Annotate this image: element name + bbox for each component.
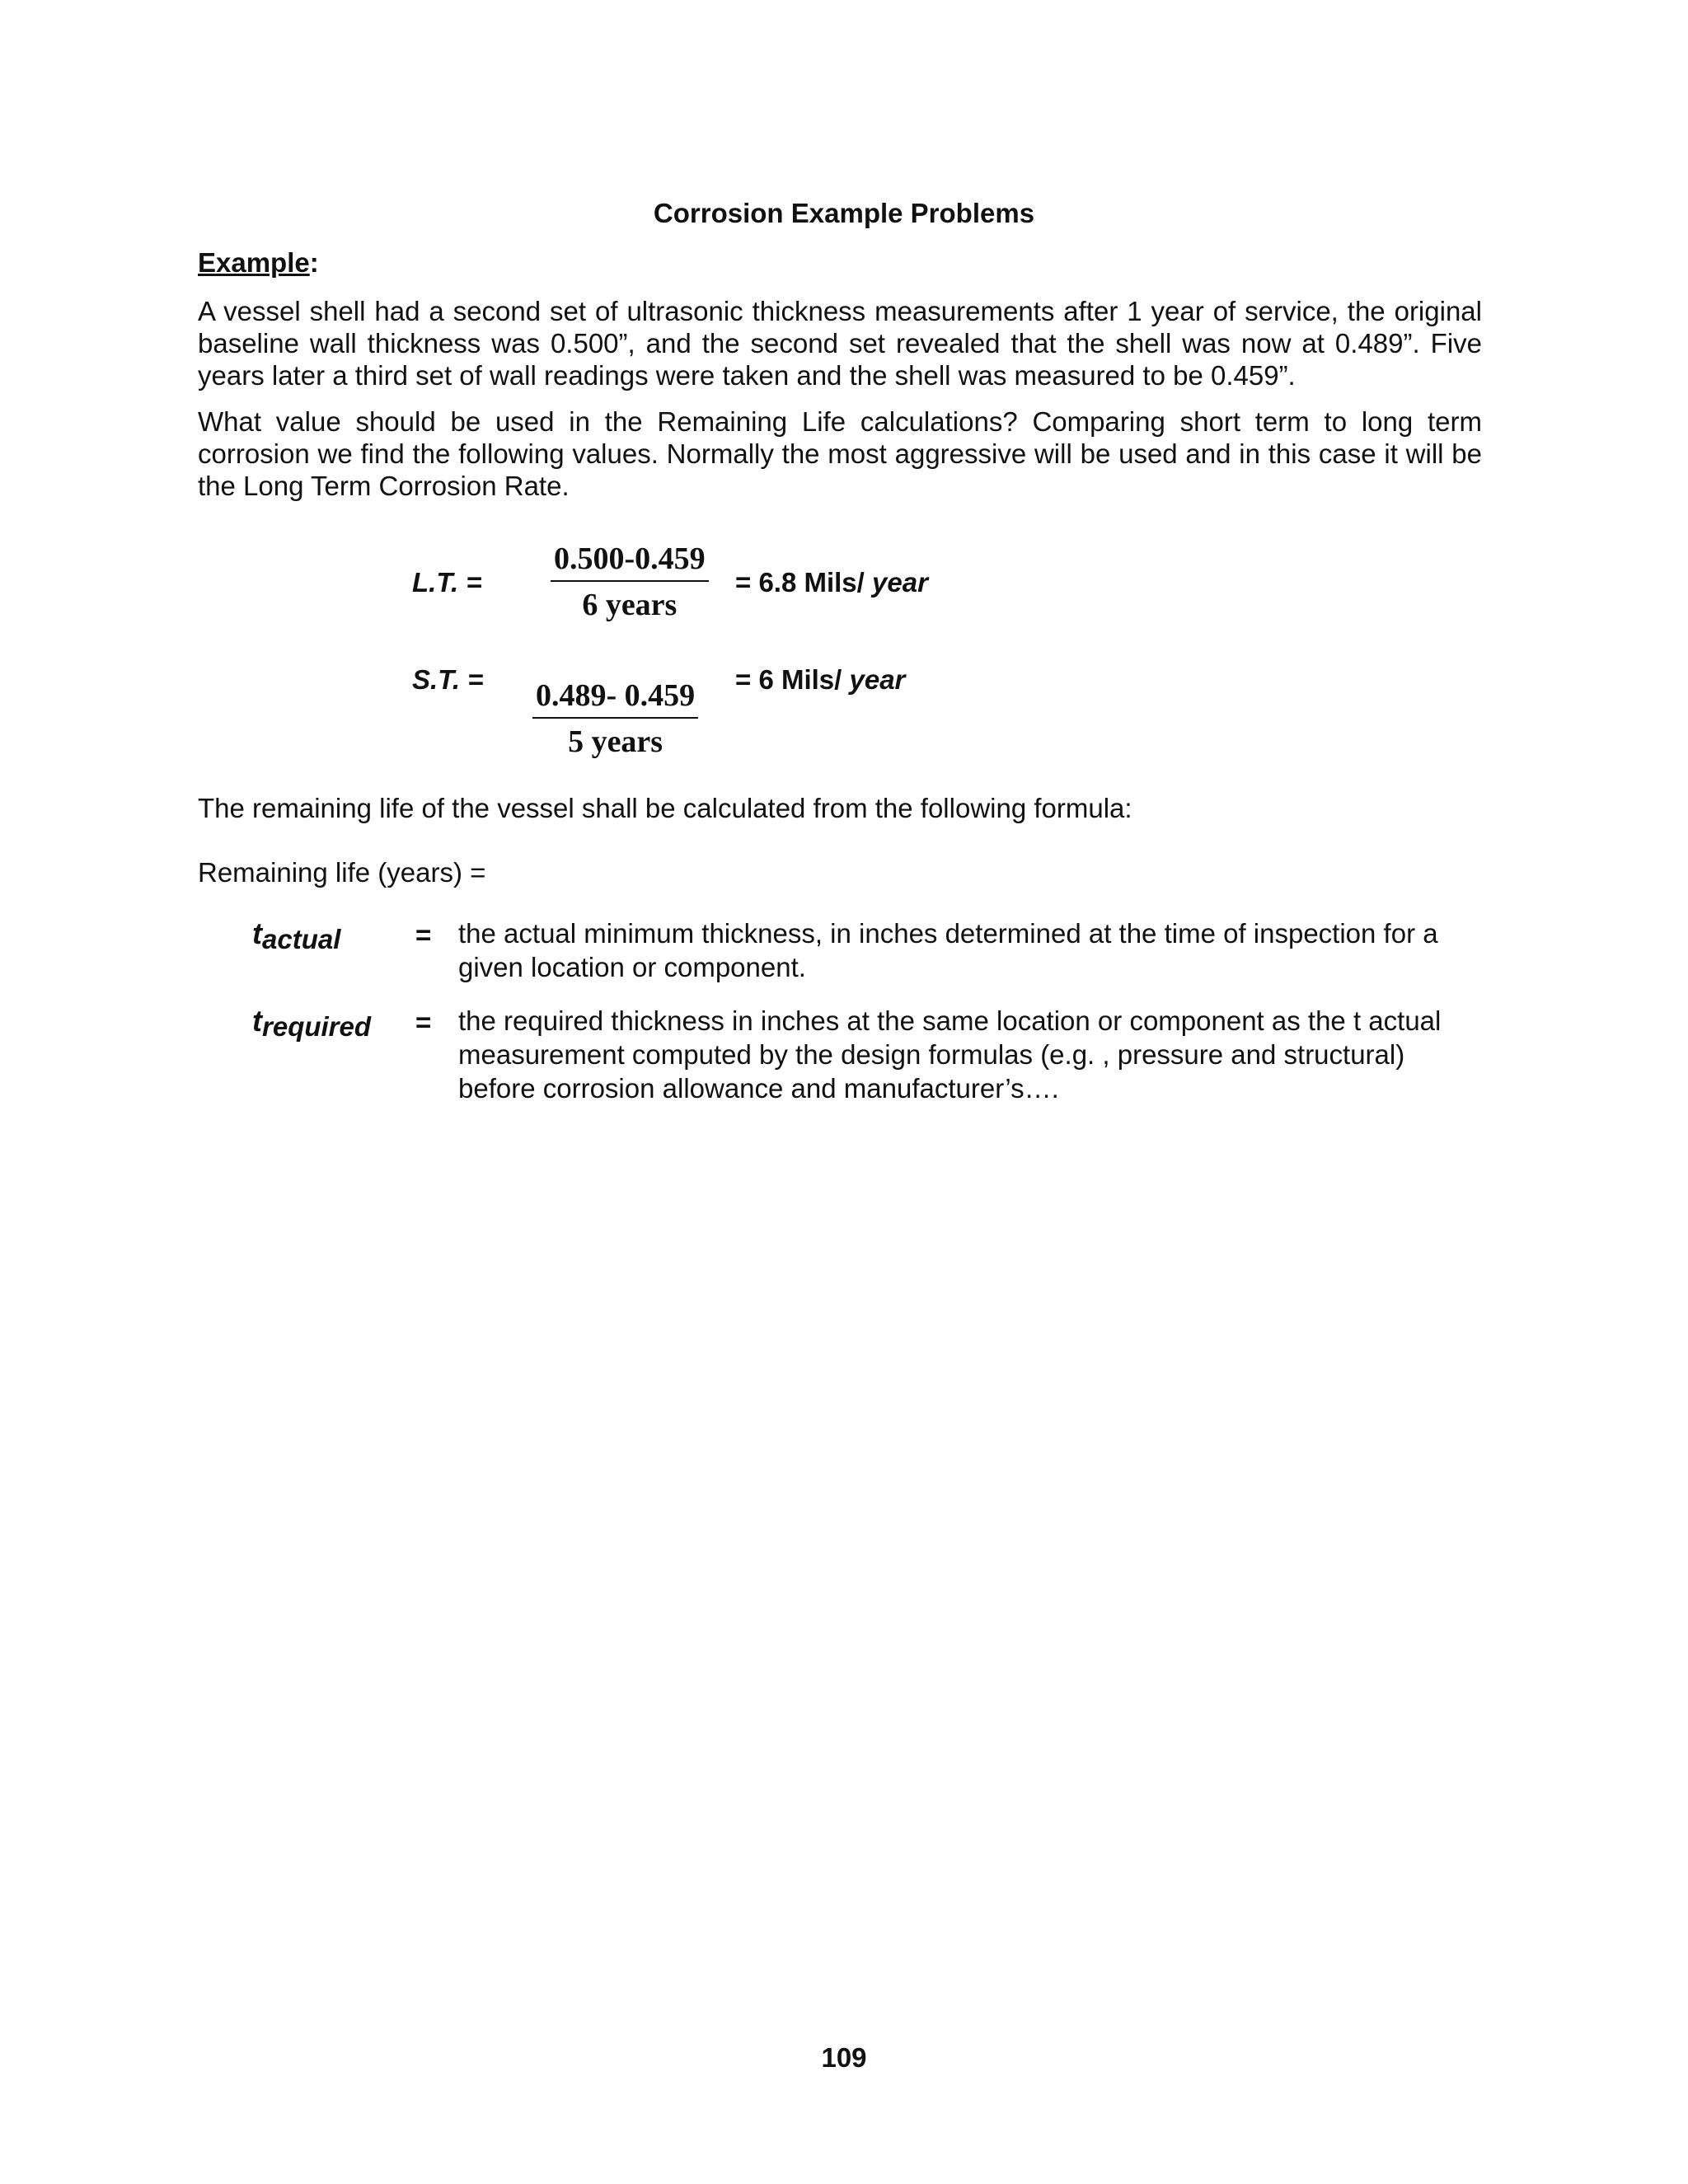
term-t-required-sub: required <box>262 1011 372 1042</box>
example-colon: : <box>309 247 319 278</box>
paragraph-question: What value should be used in the Remaining Life calculations? Comparing short term to long term corrosion we find the following values. Normally the most aggressive will be used and in this case it will be the Long Term Corrosion Rate. <box>198 406 1482 501</box>
example-heading <box>198 247 319 279</box>
page-number: 109 <box>821 2042 867 2073</box>
st-fraction <box>532 677 698 760</box>
term-t-required <box>252 1004 372 1042</box>
lt-result <box>735 567 928 598</box>
term-t-actual-definition: the actual minimum thickness, in inches determined at the time of inspection for a given location or component. <box>458 918 1438 982</box>
lt-fraction <box>551 541 709 623</box>
lt-label: L.T. = <box>412 567 482 598</box>
formula-intro: The remaining life of the vessel shall be calculated from the following formula: <box>198 793 1132 823</box>
st-result-unit: year <box>849 664 906 695</box>
term-t-required-equals: = <box>415 1007 432 1038</box>
remaining-life-label: Remaining life (years) = <box>198 857 486 888</box>
lt-denominator: 6 years <box>582 588 678 622</box>
st-result-value: = 6 Mils/ <box>735 664 842 695</box>
st-numerator: 0.489- 0.459 <box>532 677 698 719</box>
example-label: Example <box>198 247 310 278</box>
st-result <box>735 664 905 696</box>
paragraph-problem: A vessel shell had a second set of ultrasonic thickness measurements after 1 year of service, the original baseline wall thickness was 0.500”, and the second set revealed that the shell was now at 0.489”. Five years later a third set of wall readings were taken and the shell was measured to be 0.459”. <box>198 296 1482 391</box>
term-t-required-definition: the required thickness in inches at the same location or component as the t actual measurement computed by the design formulas (e.g. , pressure and structural) before corrosion allowance and manufacturer’s…. <box>458 1005 1442 1104</box>
lt-result-value: = 6.8 Mils/ <box>735 567 865 598</box>
term-t-actual-sub: actual <box>262 924 341 954</box>
st-denominator: 5 years <box>568 724 663 759</box>
lt-result-unit: year <box>872 567 928 598</box>
term-t-actual <box>252 916 341 954</box>
page-title: Corrosion Example Problems <box>653 198 1035 228</box>
term-t-actual-equals: = <box>415 920 432 950</box>
lt-numerator: 0.500-0.459 <box>551 541 709 582</box>
st-label: S.T. = <box>412 664 484 695</box>
term-t-actual-base: t <box>252 916 262 950</box>
term-t-required-base: t <box>252 1004 262 1038</box>
